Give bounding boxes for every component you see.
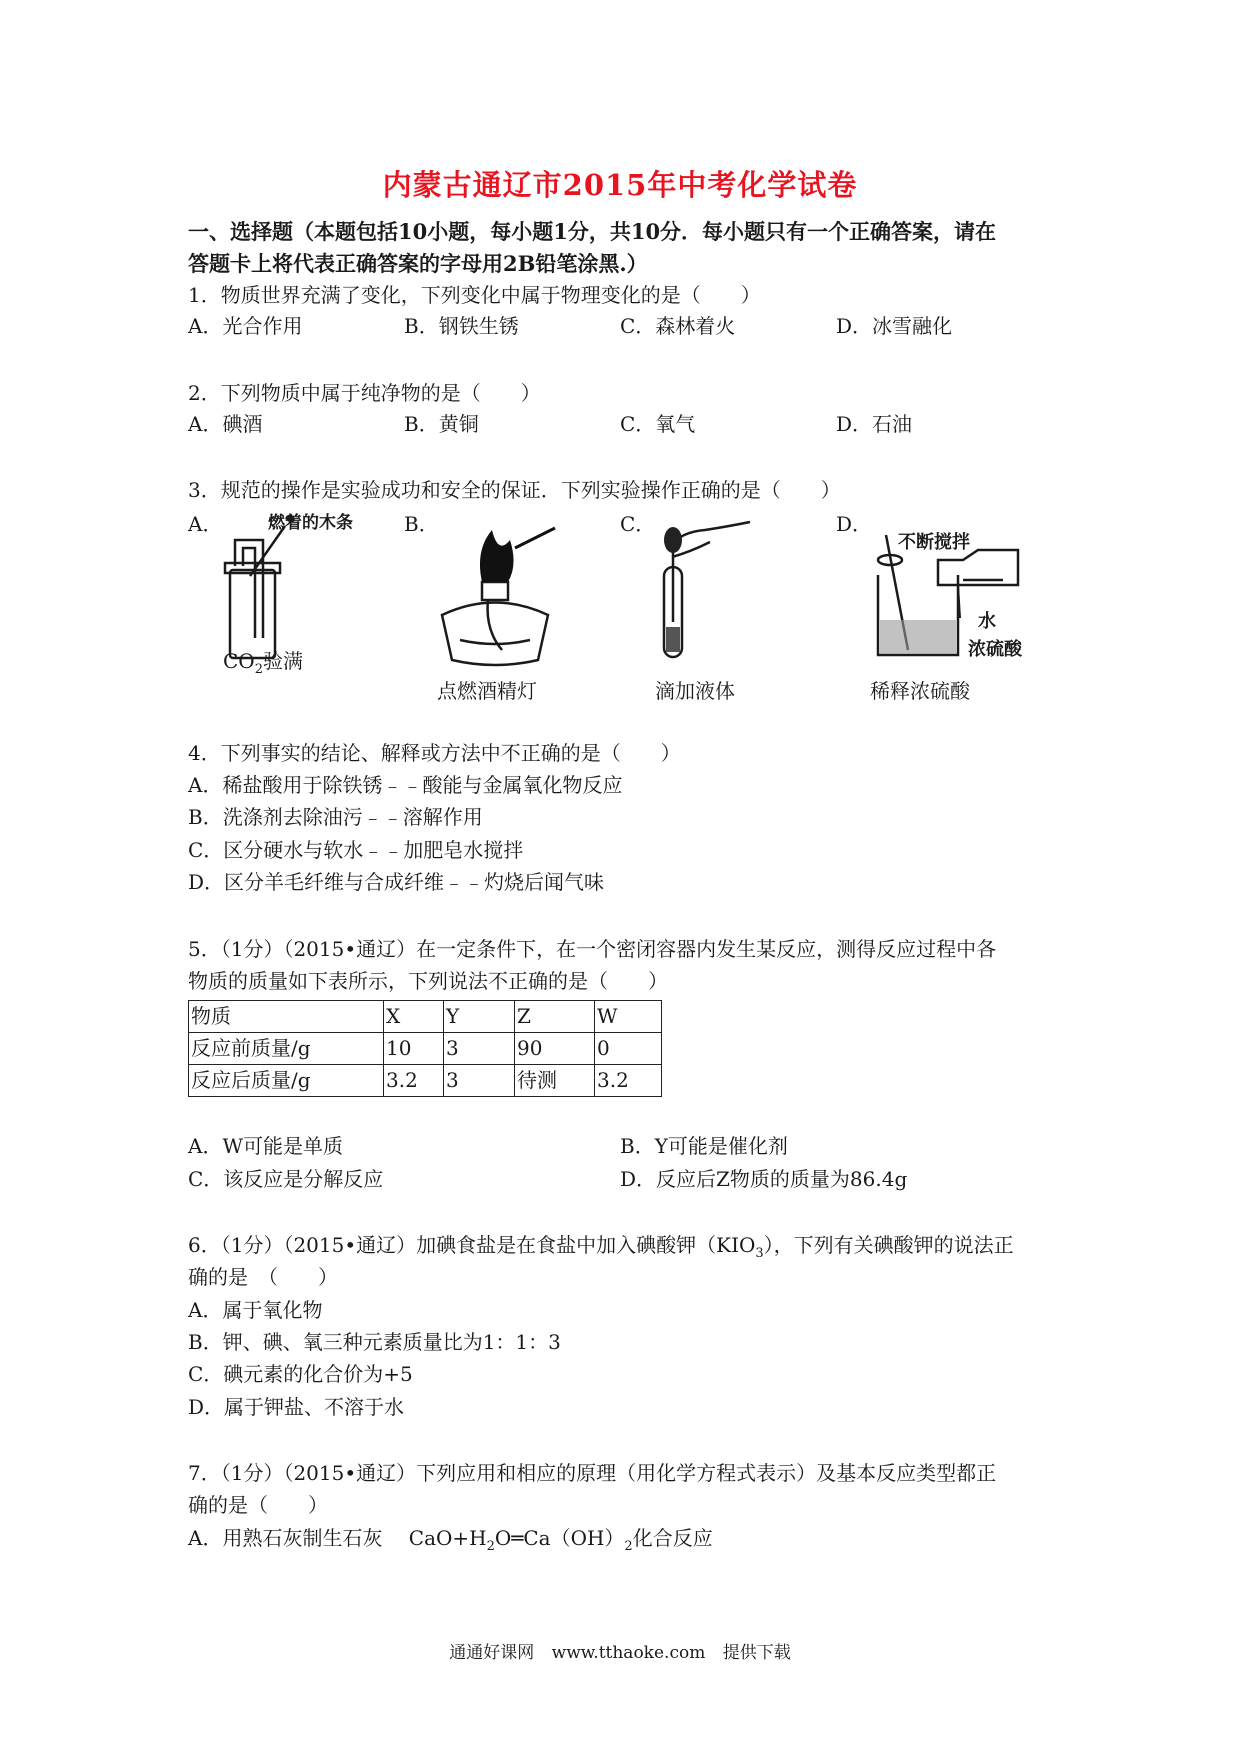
q5-option-c: C．该反应是分解反应: [188, 1167, 384, 1191]
q5-stem-line2: 物质的质量如下表所示，下列说法不正确的是（ ）: [188, 969, 668, 993]
section-header-line2: 答题卡上将代表正确答案的字母用2B铅笔涂黑.）: [188, 251, 648, 276]
footer-download-text: 提供下载: [722, 1643, 791, 1663]
q2-option-a: A．碘酒: [188, 412, 263, 436]
table-row: [189, 1033, 662, 1065]
fig-d-acid-label: 浓硫酸: [968, 639, 1022, 660]
fig-d-water-label: 水: [978, 611, 996, 632]
fig-a-label: 燃着的木条: [268, 513, 353, 533]
q6-option-b: B．钾、碘、氧三种元素质量比为1：1：3: [188, 1330, 561, 1354]
table-cell: 反应前质量/g: [189, 1033, 384, 1065]
q2-option-b: B．黄铜: [404, 412, 479, 436]
q6-stem-line1: 6．（1分）（2015•通辽）加碘食盐是在食盐中加入碘酸钾$(KIO_3)$，下列有关碘酸钾的说法正: [188, 1233, 1014, 1261]
q5-stem-line1: 5．（1分）（2015•通辽）在一定条件下，在一个密闭容器内发生某反应，测得反应过程中各: [188, 937, 997, 961]
q3-option-a: A．: [188, 512, 223, 536]
q4-stem: 4．下列事实的结论、解释或方法中不正确的是（ ）: [188, 741, 681, 765]
fig-c-caption: 滴加液体: [655, 679, 735, 703]
q3-option-d: D．: [836, 512, 873, 536]
footer-site-name: 通通好课网: [449, 1643, 535, 1663]
q2-stem: 2．下列物质中属于纯净物的是（ ）: [188, 381, 541, 405]
table-cell: 3.2: [384, 1065, 444, 1097]
q3-option-c: C．: [620, 512, 656, 536]
footer-url-link[interactable]: www.tthaoke.com: [551, 1643, 706, 1663]
q1-option-c: C．森林着火: [620, 314, 736, 338]
fig-d-caption: 稀释浓硫酸: [870, 679, 970, 703]
q2-option-d: D．石油: [836, 412, 913, 436]
q6-option-d: D．属于钾盐、不溶于水: [188, 1395, 405, 1419]
q1-option-b: B．钢铁生锈: [404, 314, 519, 338]
table-cell: 3: [444, 1033, 515, 1065]
section-header-line1: 一、选择题（本题包括10小题，每小题1分，共10分．每小题只有一个正确答案，请在: [188, 219, 997, 244]
dropper-figure: [650, 512, 760, 662]
table-cell: 90: [515, 1033, 595, 1065]
q5-option-b: B．Y可能是催化剂: [620, 1134, 788, 1158]
q5-option-d: D．反应后Z物质的质量为86.4g: [620, 1167, 908, 1191]
page-title: 内蒙古通辽市2015年中考化学试卷: [382, 168, 858, 202]
table-row: [189, 1065, 662, 1097]
mass-table: [188, 1000, 662, 1097]
table-cell: 10: [384, 1033, 444, 1065]
page-footer: [0, 1638, 1240, 1663]
fig-d-stir-label: 不断搅拌: [898, 532, 970, 553]
fig-b-caption: 点燃酒精灯: [437, 679, 537, 703]
q3-option-b: B．: [404, 512, 439, 536]
q4-option-a: A．稀盐酸用于除铁锈﹣﹣酸能与金属氧化物反应: [188, 773, 623, 797]
q6-option-a: A．属于氧化物: [188, 1298, 323, 1322]
table-cell: Z: [515, 1001, 595, 1033]
fig-a-caption: $CO_2$验满: [223, 649, 303, 677]
q1-option-a: A．光合作用: [188, 314, 303, 338]
q1-stem: 1．物质世界充满了变化，下列变化中属于物理变化的是（ ）: [188, 283, 761, 307]
q4-option-c: C．区分硬水与软水﹣﹣加肥皂水搅拌: [188, 838, 524, 862]
q4-option-b: B．洗涤剂去除油污﹣﹣溶解作用: [188, 805, 483, 829]
table-cell: 物质: [189, 1001, 384, 1033]
table-cell: 0: [595, 1033, 662, 1065]
alcohol-lamp-figure: [430, 520, 560, 670]
q5-option-a: A．W可能是单质: [188, 1134, 343, 1158]
table-row: [189, 1001, 662, 1033]
q7-stem-line1: 7．（1分）（2015•通辽）下列应用和相应的原理（用化学方程式表示）及基本反应类型都正: [188, 1461, 997, 1485]
table-cell: 待测: [515, 1065, 595, 1097]
table-cell: 3.2: [595, 1065, 662, 1097]
q7-option-a: A．用熟石灰制生石灰 $CaO+H_2O═Ca(OH)_2$化合反应: [188, 1526, 713, 1554]
q2-option-c: C．氧气: [620, 412, 696, 436]
table-cell: Y: [444, 1001, 515, 1033]
q6-stem-line2: 确的是 （ ）: [188, 1265, 338, 1289]
table-cell: W: [595, 1001, 662, 1033]
table-cell: 3: [444, 1065, 515, 1097]
q6-option-c: C．碘元素的化合价为+5: [188, 1362, 413, 1386]
q1-option-d: D．冰雪融化: [836, 314, 953, 338]
q3-stem: 3．规范的操作是实验成功和安全的保证．下列实验操作正确的是（ ）: [188, 478, 841, 502]
q7-stem-line2: 确的是（ ）: [188, 1493, 328, 1517]
table-cell: 反应后质量/g: [189, 1065, 384, 1097]
q4-option-d: D．区分羊毛纤维与合成纤维﹣﹣灼烧后闻气味: [188, 870, 605, 894]
table-cell: X: [384, 1001, 444, 1033]
